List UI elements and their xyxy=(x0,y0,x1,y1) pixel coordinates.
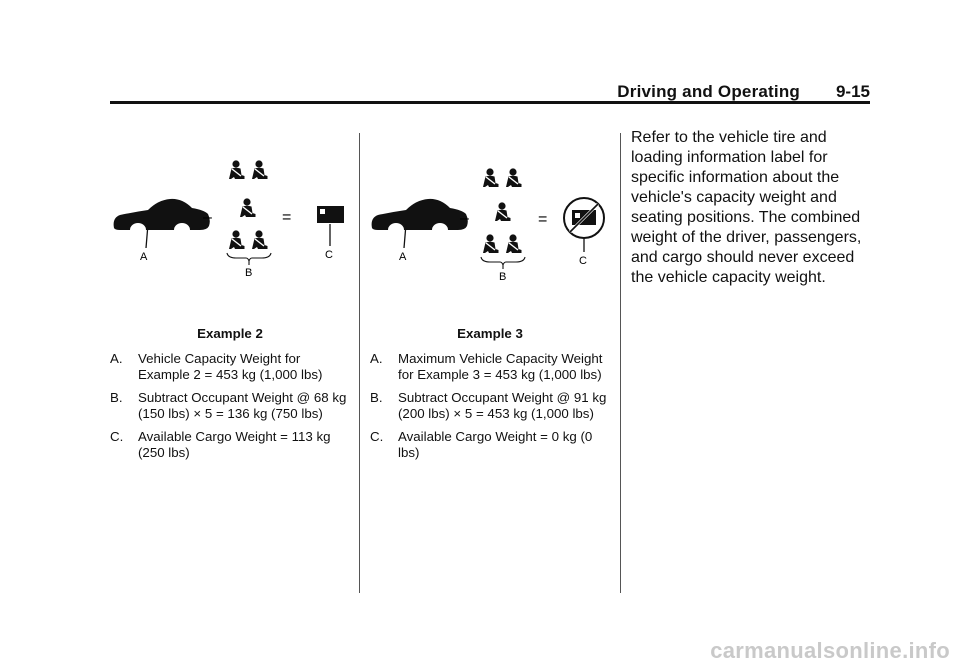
example-2-caption: Example 2 xyxy=(197,326,263,341)
list-item xyxy=(370,390,610,423)
passenger-icon xyxy=(495,202,511,221)
equals-sign: = xyxy=(538,211,548,228)
item-text: Subtract Occupant Weight @ 91 kg (200 lbs) × 5 = 453 kg (1,000 lbs) xyxy=(398,389,607,421)
item-text: Subtract Occupant Weight @ 68 kg (150 lbs) × 5 = 136 kg (750 lbs) xyxy=(138,389,347,421)
list-item xyxy=(370,351,610,384)
header-rule xyxy=(110,101,870,104)
passenger-icon xyxy=(483,234,499,253)
passenger-icon xyxy=(252,230,268,249)
passenger-icon xyxy=(506,168,522,187)
watermark: carmanualsonline.info xyxy=(710,638,950,663)
capacity-paragraph: Refer to the vehicle tire and loading information label for specific information about the vehicle's capacity weight and seating positions. The combined weight of the driver, passengers, and cargo should never exceed the vehicle capacity weight. xyxy=(631,129,862,286)
list-item xyxy=(110,390,350,423)
item-text: Available Cargo Weight = 113 kg (250 lbs) xyxy=(138,428,331,460)
item-text: Maximum Vehicle Capacity Weight for Example 3 = 453 kg (1,000 lbs) xyxy=(398,350,603,382)
example-3-column xyxy=(370,130,610,468)
page-header xyxy=(110,78,870,102)
brace-b xyxy=(481,257,525,265)
passenger-icon xyxy=(229,160,245,179)
no-cargo-icon xyxy=(564,198,604,238)
info-column xyxy=(631,128,871,288)
passenger-icon xyxy=(240,198,256,217)
car-icon xyxy=(372,199,468,230)
label-c: C xyxy=(579,255,587,267)
label-a: A xyxy=(399,251,407,263)
example-2-column xyxy=(110,130,350,468)
car-icon xyxy=(114,199,210,230)
item-text: Available Cargo Weight = 0 kg (0 lbs) xyxy=(398,428,593,460)
passenger-icon xyxy=(483,168,499,187)
passenger-icon xyxy=(229,230,245,249)
list-item xyxy=(110,429,350,462)
item-letter: B. xyxy=(110,389,123,405)
minus-sign: – xyxy=(460,210,469,227)
example-2-figure xyxy=(110,130,350,320)
passenger-icon xyxy=(252,160,268,179)
label-b: B xyxy=(245,267,253,279)
item-letter: C. xyxy=(370,428,384,444)
example-3-figure xyxy=(370,130,610,320)
list-item xyxy=(370,429,610,462)
label-a: A xyxy=(140,251,148,263)
example-3-caption: Example 3 xyxy=(457,326,523,341)
item-letter: C. xyxy=(110,428,124,444)
label-b: B xyxy=(499,271,507,283)
item-text: Vehicle Capacity Weight for Example 2 = 453 kg (1,000 lbs) xyxy=(138,350,323,382)
item-letter: B. xyxy=(370,389,383,405)
page-number: 9-15 xyxy=(835,82,870,101)
label-c: C xyxy=(325,249,333,261)
item-letter: A. xyxy=(370,350,383,366)
brace-b xyxy=(227,253,271,261)
example-3-diagram xyxy=(370,130,610,320)
equals-sign: = xyxy=(282,209,292,226)
minus-sign: – xyxy=(203,209,212,226)
section-title: Driving and Operating xyxy=(617,82,800,101)
example-2-diagram xyxy=(110,130,350,320)
list-item xyxy=(110,351,350,384)
column-divider-1 xyxy=(359,133,360,593)
passenger-icon xyxy=(506,234,522,253)
item-letter: A. xyxy=(110,350,123,366)
cargo-box-icon xyxy=(317,206,344,223)
column-divider-2 xyxy=(620,133,621,593)
